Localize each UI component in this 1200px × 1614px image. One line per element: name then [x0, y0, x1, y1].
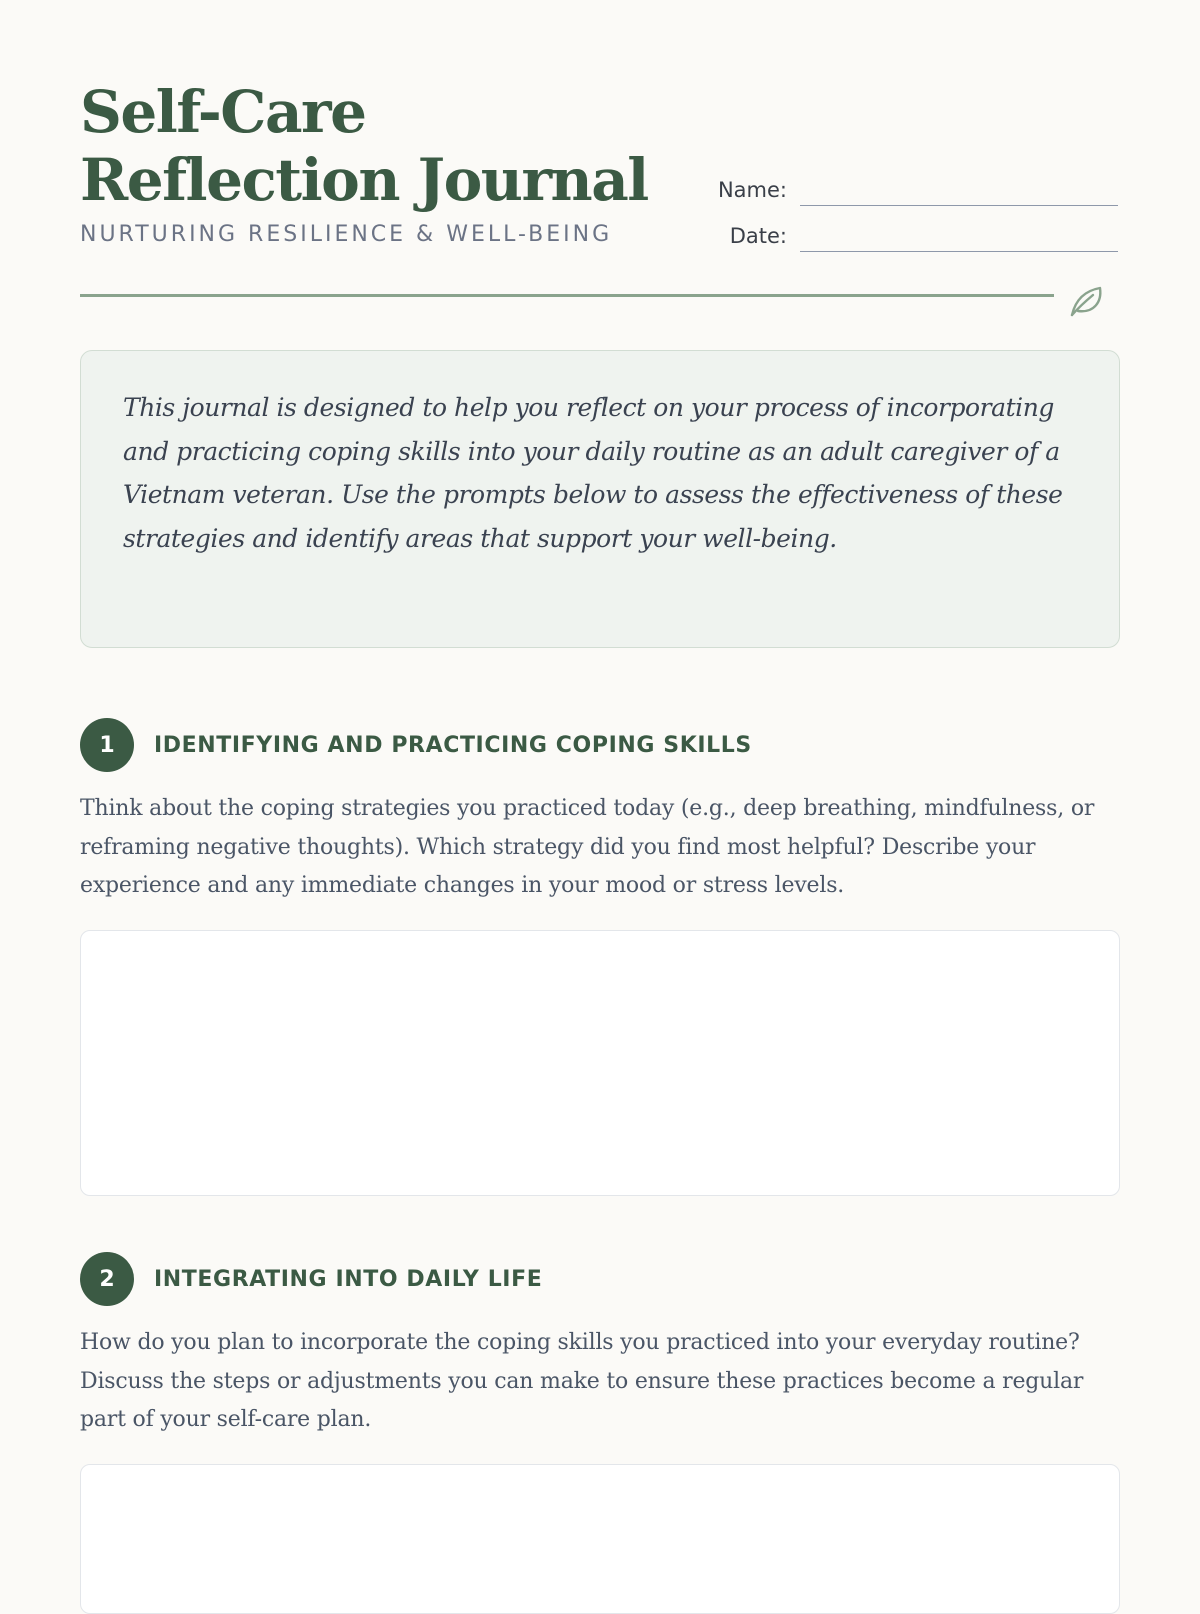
section-header	[80, 1252, 1120, 1306]
intro-box	[80, 350, 1120, 648]
name-field[interactable]	[800, 179, 1118, 206]
header-divider	[80, 294, 1054, 297]
date-label: Date:	[729, 224, 787, 248]
page-title: Self-Care Reflection Journal	[80, 78, 648, 214]
leaf-icon	[1066, 280, 1106, 320]
section-title: INTEGRATING INTO DAILY LIFE	[154, 1266, 543, 1292]
section-number-badge: 2	[80, 1252, 134, 1306]
name-label: Name:	[717, 178, 787, 202]
intro-text: This journal is designed to help you reflect on your process of incorporating and practicing coping skills into your daily routine as an adult caregiver of a Vietnam veteran. Use the prompts below to assess the effectiveness of these strategies and identify areas that support your well-being.	[123, 393, 1063, 553]
response-area-1[interactable]	[80, 930, 1120, 1196]
section-title: IDENTIFYING AND PRACTICING COPING SKILLS	[154, 732, 752, 758]
section-2	[80, 1252, 1120, 1614]
date-field-row	[697, 224, 1118, 252]
section-header	[80, 718, 1120, 772]
response-area-2[interactable]	[80, 1464, 1120, 1614]
section-prompt: How do you plan to incorporate the coping skills you practiced into your everyday routine? Discuss the steps or adjustments you can make to ensure these practices become a regular part of your self-care plan.	[80, 1330, 1084, 1432]
section-prompt: Think about the coping strategies you practiced today (e.g., deep breathing, mindfulness, or reframing negative thoughts). Which strategy did you find most helpful? Describe your experience and any immediate changes in your mood or stress levels.	[80, 796, 1095, 898]
name-field-row	[697, 178, 1118, 206]
section-1	[80, 718, 1120, 1196]
date-field[interactable]	[800, 225, 1118, 252]
section-number-badge: 1	[80, 718, 134, 772]
page-subtitle: NURTURING RESILIENCE & WELL-BEING	[80, 222, 613, 247]
